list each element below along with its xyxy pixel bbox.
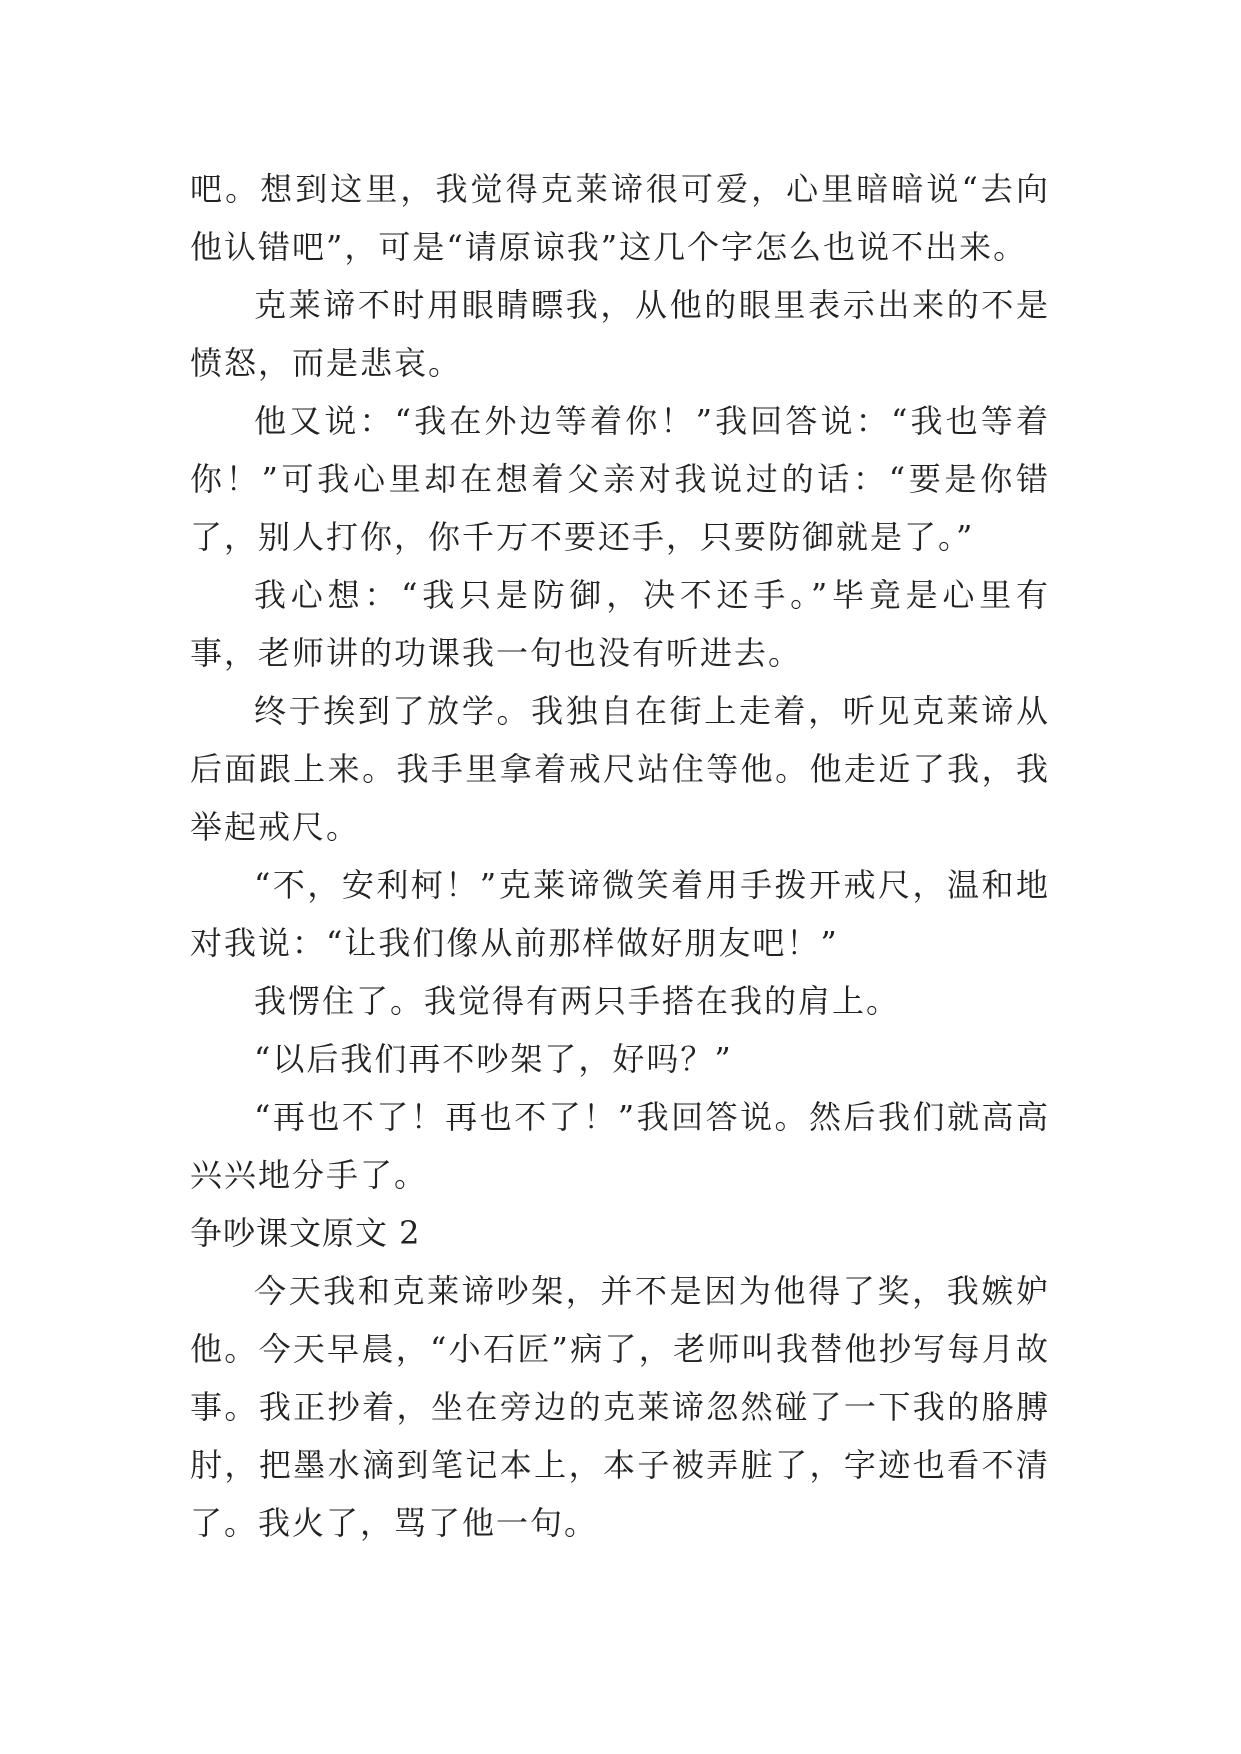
paragraph: 吧。想到这里，我觉得克莱谛很可爱，心里暗暗说“去向他认错吧”，可是“请原谅我”这几个字怎么也说不出来。 — [190, 170, 1050, 266]
paragraph: 克莱谛不时用眼睛瞟我，从他的眼里表示出来的不是愤怒，而是悲哀。 — [190, 286, 1050, 382]
paragraph: 我愣住了。我觉得有两只手搭在我的肩上。 — [254, 982, 901, 1020]
paragraph: 今天我和克莱谛吵架，并不是因为他得了奖，我嫉妒他。今天早晨，“小石匠”病了，老师叫我替他抄写每月故事。我正抄着，坐在旁边的克莱谛忽然碰了一下我的胳膊肘，把墨水滴到笔记本上，本子被弄脏了，字迹也看不清了。我火了，骂了他一句。 — [190, 1272, 1050, 1542]
section-title: 争吵课文原文 2 — [190, 1214, 421, 1252]
paragraph: “不，安利柯！”克莱谛微笑着用手拨开戒尺，温和地对我说：“让我们像从前那样做好朋友吧！” — [190, 866, 1050, 962]
paragraph: “以后我们再不吵架了，好吗？” — [254, 1040, 733, 1078]
paragraph: 他又说：“我在外边等着你！”我回答说：“我也等着你！”可我心里却在想着父亲对我说过的话：“要是你错了，别人打你，你千万不要还手，只要防御就是了。” — [190, 402, 1050, 556]
paragraph: 我心想：“我只是防御，决不还手。”毕竟是心里有事，老师讲的功课我一句也没有听进去。 — [190, 576, 1050, 672]
document-body — [190, 160, 1050, 1552]
paragraph: “再也不了！再也不了！”我回答说。然后我们就高高兴兴地分手了。 — [190, 1098, 1050, 1194]
paragraph: 终于挨到了放学。我独自在街上走着，听见克莱谛从后面跟上来。我手里拿着戒尺站住等他。他走近了我，我举起戒尺。 — [190, 692, 1050, 846]
